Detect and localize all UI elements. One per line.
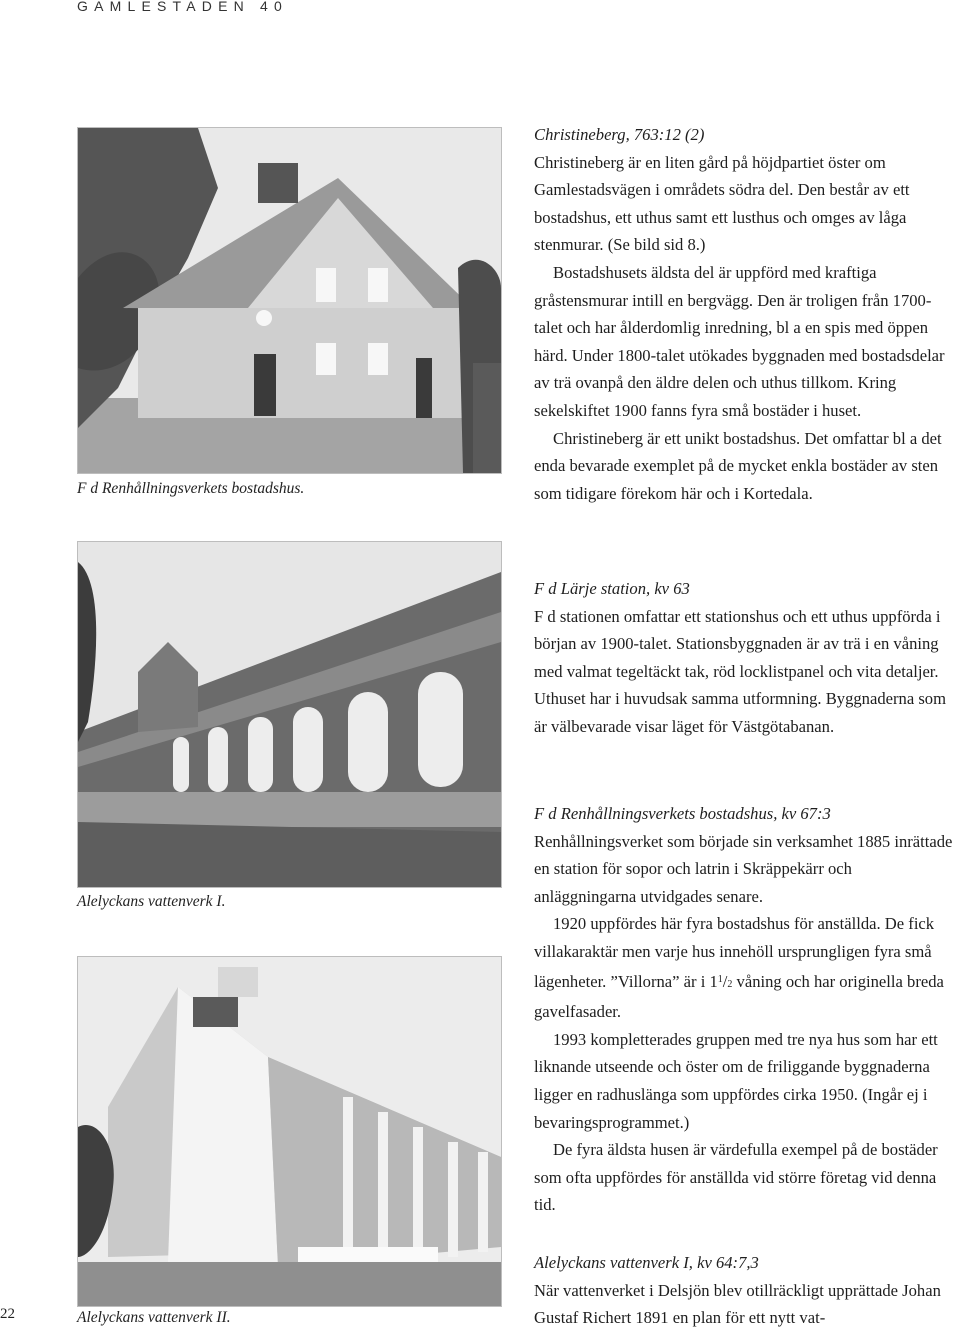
paragraph: De fyra äldsta husen är värdefulla exempel på de bostäder som ofta uppfördes för anställda vid större företag vid denna tid. [534,1140,938,1215]
figure-caption-1: F d Renhållningsverkets bostadshus. [77,480,305,497]
section-larje-station [534,575,958,741]
figure-caption-3: Alelyckans vattenverk II. [77,1309,231,1326]
paragraph: Bostadshusets äldsta del är uppförd med kraftiga gråstensmurar intill en bergvägg. Den är troligen från 1700-talet och har ålderdomlig inredning, bl a en spis med öppen härd. Under 1800-talet utökades byggnaden med bostadsdelar av trä ovanpå den äldre delen och uthus tillkom. Kring sekelskiftet 1900 fanns fyra små bostäder i huset. [534,262,945,420]
paragraph: 1993 kompletterades gruppen med tre nya hus som har ett liknande utseende och öster om de friliggande byggnaderna ligger en radhuslänga som uppfördes cirka 1950. (Ingår ej i bevaringsprogrammet.) [534,1029,938,1132]
text-run: 1920 uppfördes här fyra bostadshus för anställda. De fick villakaraktär men varje hus innehöll ursprungligen fyra små lägenheter. ”Villorna” är i 1 [534,914,935,991]
fraction-slash: / [722,971,728,991]
paragraph: F d stationen omfattar ett stationshus och ett uthus uppförda i början av 1900-talet. Stationsbyggnaden är av trä i en våning med valmat tegeltäckt tak, röd locklistpanel och vita detaljer. Uthuset har i huvudsak samma utformning. Byggnaderna som är välbevarade visar läget för Västgötabanan. [534,606,947,736]
section-title: F d Lärje station, kv 63 [534,579,690,598]
figure-caption-2: Alelyckans vattenverk I. [77,893,226,910]
section-christineberg [534,121,958,507]
page-number: 22 [0,1306,15,1322]
paragraph: Renhållningsverket som började sin verksamhet 1885 inrättade en station för sopor och latrin i Skräppekärr och anläggningarna utvidgades senare. [534,831,953,906]
running-header: GAMLESTADEN 40 [77,0,289,14]
fraction-denominator: 2 [727,978,733,990]
fraction-numerator: 1 [717,973,723,985]
photo-vattenverk-2 [77,956,502,1307]
section-renhallning [534,800,958,1219]
photo-vattenverk-1 [77,541,502,888]
paragraph: Christineberg är ett unikt bostadshus. Det omfattar bl a det enda bevarade exemplet på de mycket enkla bostäder av sten som tidigare förekom här och i Kortedala. [534,428,942,503]
photo-renhallning-house [77,127,502,474]
paragraph: När vattenverket i Delsjön blev otillräckligt upprättade Johan Gustaf Richert 1891 en plan för ett nytt vat- [534,1280,941,1328]
paragraph: Christineberg är en liten gård på höjdpartiet öster om Gamlestadsvägen i områdets södra del. Den består av ett bostadshus, ett uthus samt ett lusthus och omges av låga stenmurar. (Se bild sid 8.) [534,152,910,255]
section-alelyckan [534,1249,958,1332]
section-title: F d Renhållningsverkets bostadshus, kv 67:3 [534,804,831,823]
text-run: våning och har originella breda gavelfasader. [534,971,944,1022]
section-title: Christineberg, 763:12 (2) [534,125,705,144]
section-title: Alelyckans vattenverk I, kv 64:7,3 [534,1253,759,1272]
paragraph [534,910,958,1025]
